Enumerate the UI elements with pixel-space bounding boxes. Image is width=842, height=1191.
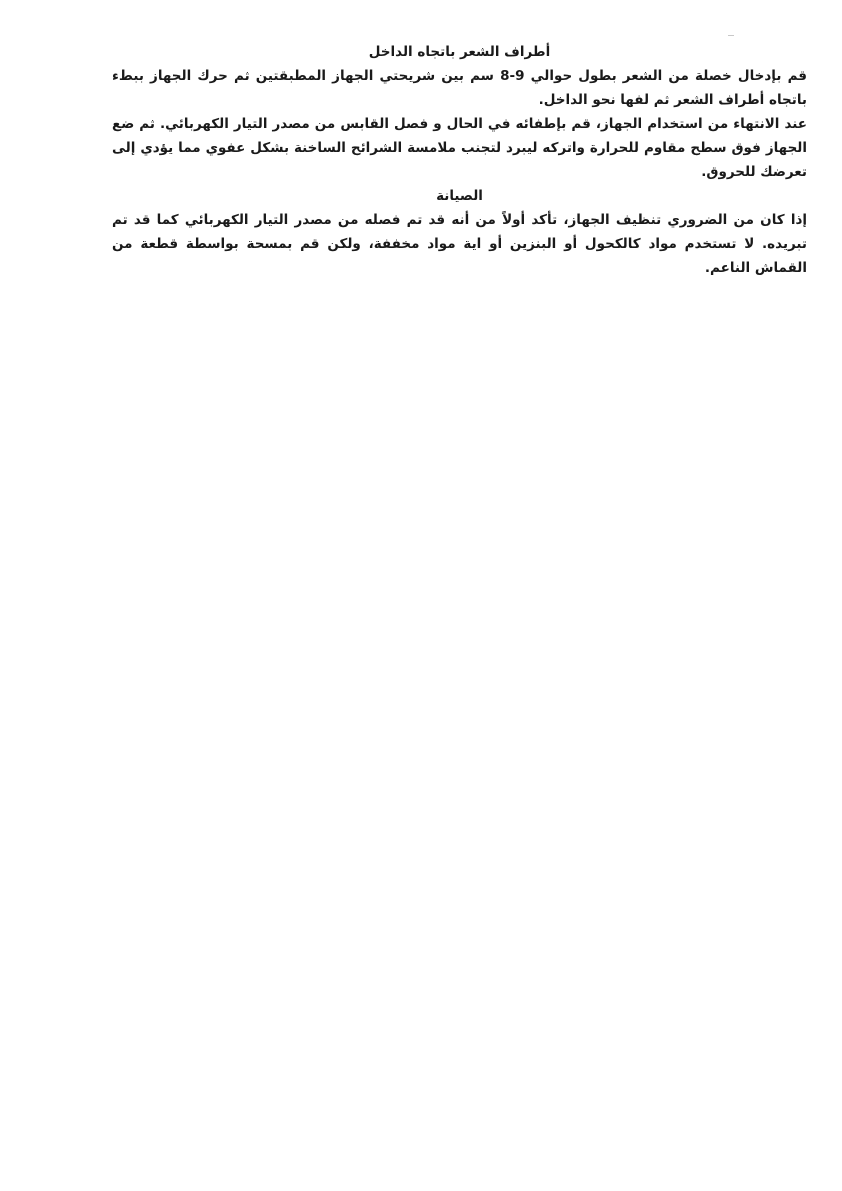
section-heading-hair-ends: أطراف الشعر باتجاه الداخل — [368, 44, 551, 60]
scan-mark — [728, 35, 734, 36]
document-body — [112, 40, 807, 280]
paragraph-cleaning: إذا كان من الضروري تنظيف الجهاز، تأكد أولاً من أنه قد تم فصله من مصدر التيار الكهربائي كما قد تم تبريده. لا تستخدم مواد كالكحول أو البنزين أو اية مواد مخففة، ولكن قم بمسحة بواسطة قطعة من القماش الناعم. — [112, 212, 807, 276]
paragraph-after-use: عند الانتهاء من استخدام الجهاز، قم بإطفائه في الحال و فصل القابس من مصدر التيار الكهربائي. ثم ضع الجهاز فوق سطح مقاوم للحرارة واتركه ليبرد لتجنب ملامسة الشرائح الساخنة بشكل عفوي مما يؤدي إلى تعرضك للحروق. — [112, 116, 807, 180]
section-heading-maintenance: الصيانة — [436, 188, 483, 204]
paragraph-insert-hair: قم بإدخال خصلة من الشعر بطول حوالي 9-8 سم بين شريحتي الجهاز المطبقتين ثم حرك الجهاز ببطء باتجاه أطراف الشعر ثم لفها نحو الداخل. — [112, 68, 807, 108]
